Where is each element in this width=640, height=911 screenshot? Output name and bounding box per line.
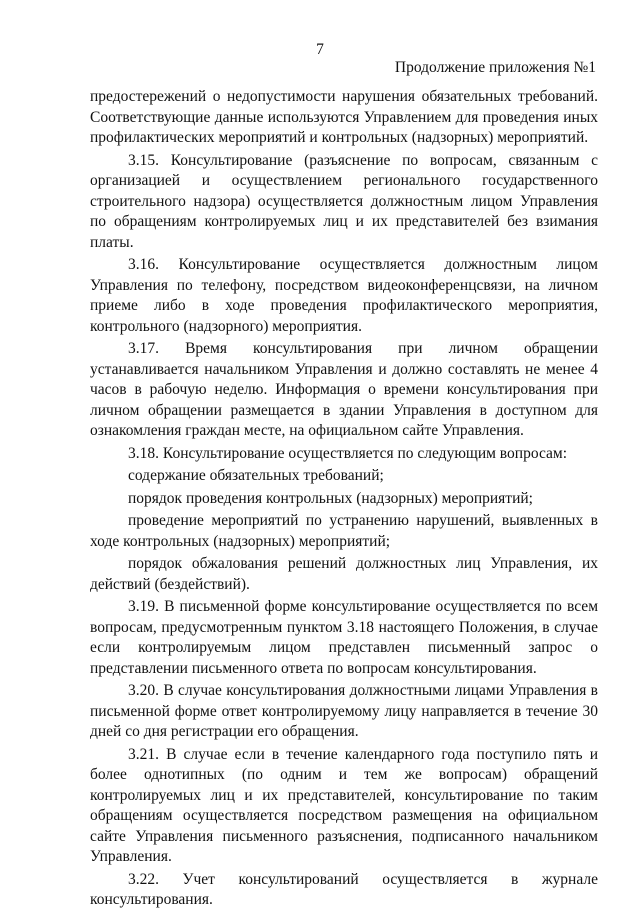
page-number: 7 bbox=[316, 41, 324, 58]
list-item-appeal: порядок обжалования решений должностных лиц Управления, их действий (бездействий). bbox=[90, 555, 598, 593]
paragraph-3-18: 3.18. Консультирование осуществляется по следующим вопросам: bbox=[128, 444, 568, 462]
paragraph-3-16: 3.16. Консультирование осуществляется должностным лицом Управления по телефону, посредством видеоконференцсвязи, на личном приеме либо в ходе проведения профилактического мероприятия, контрольного (надзорного) мероприятия. bbox=[90, 256, 598, 335]
paragraph-3-22: 3.22. Учет консультирований осуществляется в журнале консультирования. bbox=[90, 870, 598, 908]
paragraph-3-17: 3.17. Время консультирования при личном обращении устанавливается начальником Управления и должно составлять не менее 4 часов в рабочую неделю. Информация о времени консультирования при личном обращении размещается в здании Управления в доступном для ознакомления граждан месте, на официальном сайте Управления. bbox=[90, 340, 598, 439]
appendix-continuation-note: Продолжение приложения №1 bbox=[394, 59, 596, 76]
paragraph-continuation: предостережений о недопустимости нарушения обязательных требований. Соответствующие данные используются Управлением для проведения иных профилактических мероприятий и контрольных (надзорных) мероприятий. bbox=[90, 88, 598, 146]
paragraph-3-21: 3.21. В случае если в течение календарного года поступило пять и более однотипных (по одним и тем же вопросам) обращений контролируемых лиц и их представителей, консультирование по таким обращениям осуществляется посредством размещения на официальном сайте Управления письменного разъяснения, подписанного начальником Управления. bbox=[90, 745, 598, 865]
list-item-requirements: содержание обязательных требований; bbox=[128, 467, 384, 484]
paragraph-3-19: 3.19. В письменной форме консультирование осуществляется по всем вопросам, предусмотренным пунктом 3.18 настоящего Положения, в случае если контролируемым лицом представлен письменный запрос о представлении письменного ответа по вопросам консультирования. bbox=[90, 598, 598, 677]
list-item-procedure: порядок проведения контрольных (надзорных) мероприятий; bbox=[128, 489, 533, 507]
list-item-remediation: проведение мероприятий по устранению нарушений, выявленных в ходе контрольных (надзорных) мероприятий; bbox=[90, 512, 598, 550]
document-body bbox=[90, 87, 598, 911]
paragraph-3-20: 3.20. В случае консультирования должностными лицами Управления в письменной форме ответ контролируемому лицу направляется в течение 30 дней со дня регистрации его обращения. bbox=[90, 682, 598, 740]
paragraph-3-15: 3.15. Консультирование (разъяснение по вопросам, связанным с организацией и осуществлением регионального государственного строительного надзора) осуществляется должностным лицом Управления по обращениям контролируемых лиц и их представителей без взимания платы. bbox=[90, 151, 598, 251]
